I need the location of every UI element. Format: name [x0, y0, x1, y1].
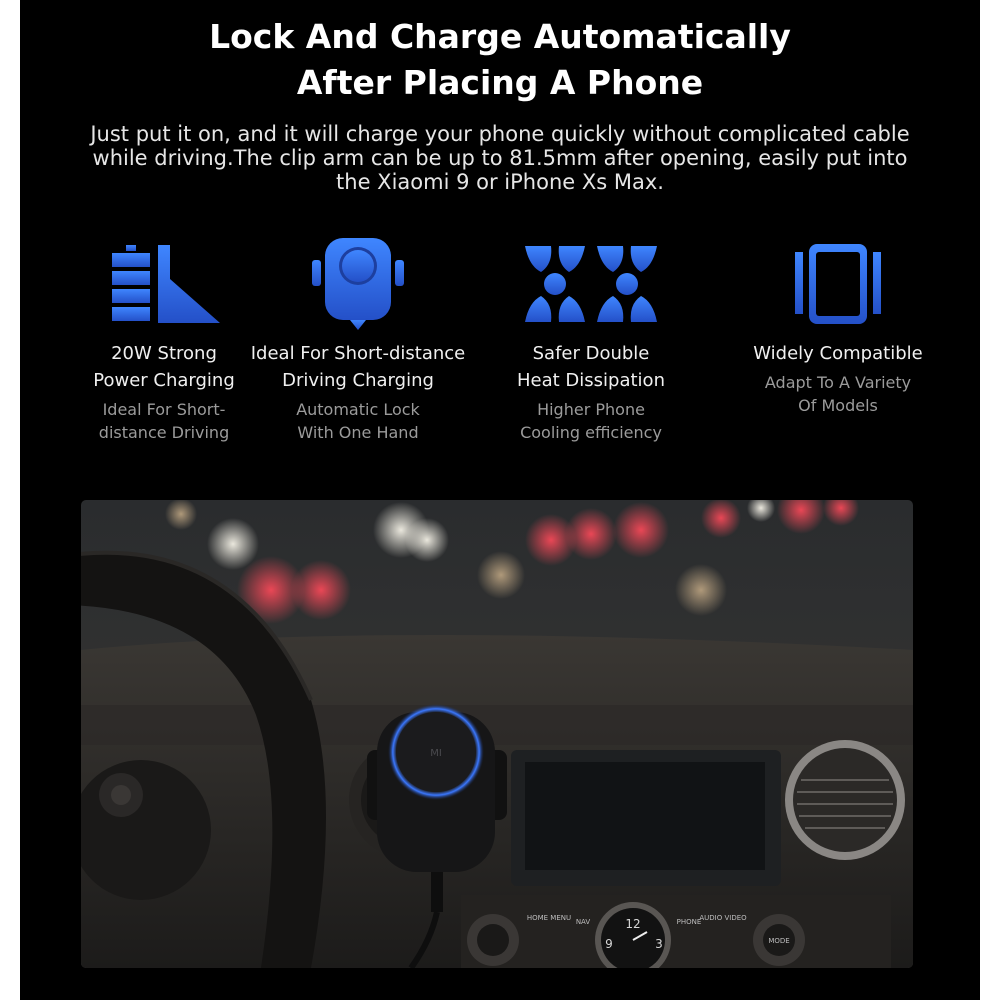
feature-title: Ideal For Short-distance Driving Charging [250, 343, 466, 391]
feature-title: Widely Compatible [753, 343, 923, 364]
feature-compatibility [718, 236, 958, 417]
svg-text:12: 12 [625, 917, 641, 931]
svg-text:9: 9 [605, 937, 613, 951]
dash-label-home: HOME MENU [526, 914, 572, 922]
feature-title: Safer Double Heat Dissipation [517, 343, 665, 391]
svg-text:3: 3 [655, 937, 663, 951]
dash-label-audio: AUDIO VIDEO [699, 914, 747, 922]
car-dashboard-photo [81, 500, 913, 968]
description-line-3: the Xiaomi 9 or iPhone Xs Max. [336, 170, 664, 194]
product-banner [20, 0, 980, 1000]
feature-description: Automatic Lock With One Hand [296, 400, 420, 442]
feature-short-distance [238, 236, 478, 444]
title-line-1: Lock And Charge Automatically [209, 17, 791, 56]
dash-label-nav: NAV [575, 918, 591, 926]
description-line-2: while driving.The clip arm can be up to 81.5mm after opening, easily put into [92, 146, 908, 170]
dash-label-phone: PHONE [676, 918, 702, 926]
feature-description: Higher Phone Cooling efficiency [520, 400, 662, 442]
fan-icon [471, 236, 711, 332]
mount-logo: MI [430, 748, 442, 759]
car-mount-icon [238, 236, 478, 332]
feature-heat-dissipation [471, 236, 711, 444]
feature-title: 20W Strong Power Charging [93, 343, 235, 391]
description-line-1: Just put it on, and it will charge your phone quickly without complicated cable [90, 122, 910, 146]
feature-description: Ideal For Short- distance Driving [98, 400, 230, 442]
dash-label-mode: MODE [768, 937, 790, 945]
phone-compatible-icon [718, 236, 958, 332]
title-line-2: After Placing A Phone [296, 63, 704, 102]
feature-description: Adapt To A Variety Of Models [764, 373, 912, 415]
